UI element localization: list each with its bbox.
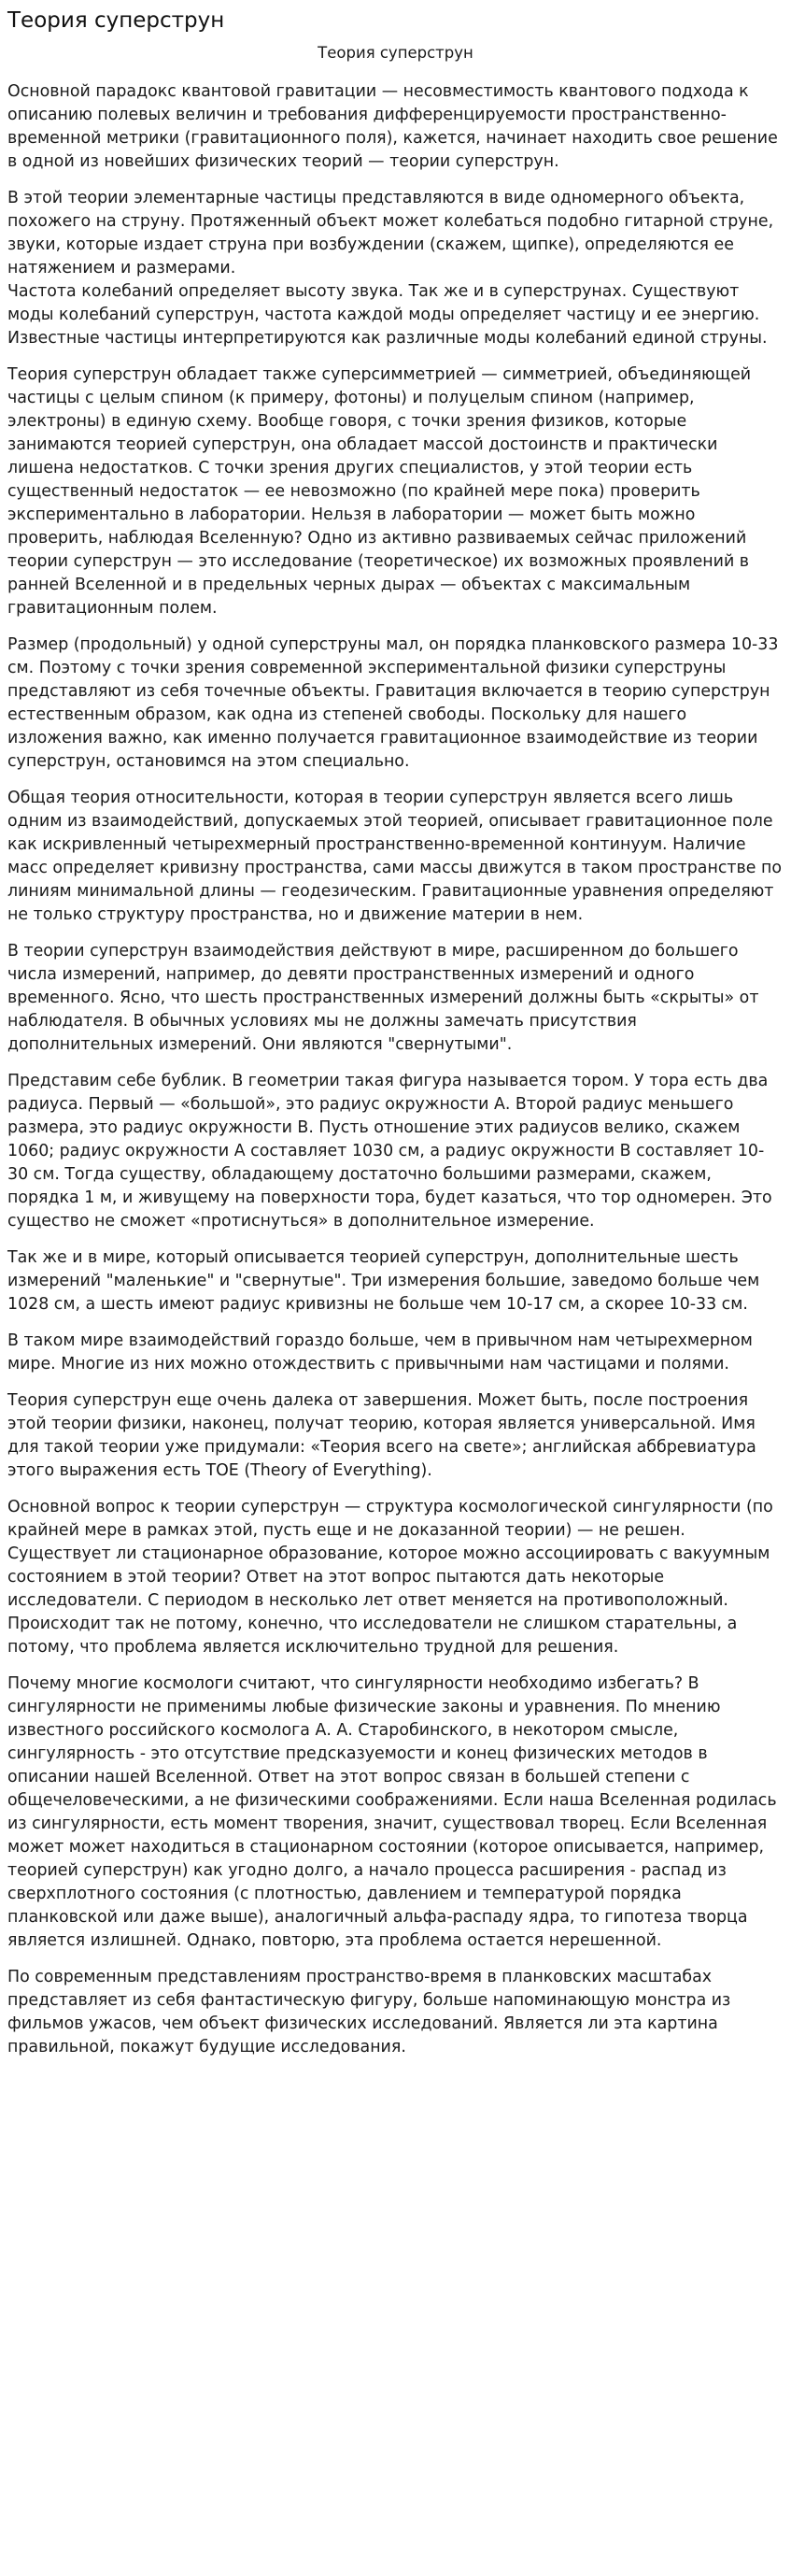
paragraph: Представим себе бублик. В геометрии такая фигура называется тором. У тора есть два радиуса. Первый — «большой», это радиус окружности А. Второй радиус меньшего размера, это радиус окружности В. Пусть отношение этих радиусов велико, скажем 1060; радиус окружности А составляет 1030 см, а радиус окружности В составляет 10-30 см. Тогда существу, обладающему достаточно большими размерами, скажем, порядка 1 м, и живущему на поверхности тора, будет казаться, что тор одномерен. Это существо не сможет «протиснуться» в дополнительное измерение. [7, 1072, 772, 1231]
page-title: Теория суперструн [7, 8, 225, 33]
paragraph: Размер (продольный) у одной суперструны мал, он порядка планковского размера 10-33 см. Поэтому с точки зрения современной экспериментальной физики суперструны представляют из себя точечные объекты. Гравитация включается в теорию суперструн естественным образом, как одна из степеней свободы. Поскольку для нашего изложения важно, как именно получается гравитационное взаимодействие из теории суперструн, остановимся на этом специально. [7, 635, 779, 771]
paragraph: Так же и в мире, который описывается теорией суперструн, дополнительные шесть измерений "маленькие" и "свернутые". Три измерения большие, заведомо больше чем 1028 см, а шесть имеют радиус кривизны не больше чем 10-17 см, а скорее 10-33 см. [7, 1248, 760, 1314]
article-body [7, 80, 784, 2059]
paragraph: В теории суперструн взаимодействия действуют в мире, расширенном до большего числа измерений, например, до девяти пространственных измерений и одного временного. Ясно, что шесть пространственных измерений должны быть «скрыты» от наблюдателя. В обычных условиях мы не должны замечать присутствия дополнительных измерений. Они являются "свернутыми". [7, 942, 759, 1054]
paragraph: Почему многие космологи считают, что сингулярности необходимо избегать? В сингулярности не применимы любые физические законы и уравнения. По мнению известного российского космолога А. А. Старобинского, в некотором смысле, сингулярность - это отсутствие предсказуемости и конец физических методов в описании нашей Вселенной. Ответ на этот вопрос связан в большей степени с общечеловеческими, а не физическими соображениями. Если наша Вселенная родилась из сингулярности, есть момент творения, значит, существовал творец. Если Вселенная может может находиться в стационарном состоянии (которое описывается, например, теорией суперструн) как угодно долго, а начало процесса расширения - распад из сверхплотного состояния (с плотностью, давлением и температурой порядка планковской или даже выше), аналогичный альфа-распаду ядра, то гипотеза творца является излишней. Однако, повторю, эта проблема остается нерешенной. [7, 1674, 777, 1950]
paragraph: Общая теория относительности, которая в теории суперструн является всего лишь одним из взаимодействий, допускаемых этой теорией, описывает гравитационное поле как искривленный четырехмерный пространственно-временной континуум. Наличие масс определяет кривизну пространства, сами массы движутся в таком пространстве по линиям минимальной длины — геодезическим. Гравитационные уравнения определяют не только структуру пространства, но и движение материи в нем. [7, 789, 783, 924]
article-subtitle: Теория суперструн [318, 44, 473, 62]
paragraph: По современным представлениям пространство-время в планковских масштабах представляет из себя фантастическую фигуру, больше напоминающую монстра из фильмов ужасов, чем объект физических исследований. Является ли эта картина правильной, покажут будущие исследования. [7, 1968, 731, 2057]
paragraph: Частота колебаний определяет высоту звука. Так же и в суперструнах. Существуют моды колебаний суперструн, частота каждой моды определяет частицу и ее энергию. Известные частицы интерпретируются как различные моды колебаний единой струны. [7, 282, 768, 348]
paragraph: Основной вопрос к теории суперструн — структура космологической сингулярности (по крайней мере в рамках этой, пусть еще и не доказанной теории) — не решен. Существует ли стационарное образование, которое можно ассоциировать с вакуумным состоянием в этой теории? Ответ на этот вопрос пытаются дать некоторые исследователи. С периодом в несколько лет ответ меняется на противоположный. Происходит так не потому, конечно, что исследователи не слишком старательны, а потому, что проблема является исключительно трудной для решения. [7, 1498, 773, 1657]
paragraph: Теория суперструн еще очень далека от завершения. Может быть, после построения этой теории физики, наконец, получат теорию, которая является универсальной. Имя для такой теории уже придумали: «Теория всего на свете»; английская аббревиатура этого выражения есть TOE (Theory of Everything). [7, 1391, 756, 1480]
paragraph: Основной парадокс квантовой гравитации — несовместимость квантового подхода к описанию полевых величин и требования дифференцируемости пространственно-временной метрики (гравитационного поля), кажется, начинает находить свое решение в одной из новейших физических теорий — теории суперструн. [7, 82, 778, 171]
paragraph: Теория суперструн обладает также суперсимметрией — симметрией, объединяющей частицы с целым спином (к примеру, фотоны) и полуцелым спином (например, электроны) в единую схему. Вообще говоря, с точки зрения физиков, которые занимаются теорией суперструн, она обладает массой достоинств и практически лишена недостатков. С точки зрения других специалистов, у этой теории есть существенный недостаток — ее невозможно (по крайней мере пока) проверить экспериментально в лаборатории. Нельзя в лаборатории — может быть можно проверить, наблюдая Вселенную? Одно из активно развиваемых сейчас приложений теории суперструн — это исследование (теоретическое) их возможных проявлений в ранней Вселенной и в предельных черных дырах — объектах с максимальным гравитационным полем. [7, 365, 752, 618]
paragraph: В этой теории элементарные частицы представляются в виде одномерного объекта, похожего на струну. Протяженный объект может колебаться подобно гитарной струне, звуки, которые издает струна при возбуждении (скажем, щипке), определяются ее натяжением и размерами. [7, 189, 774, 278]
paragraph: В таком мире взаимодействий гораздо больше, чем в привычном нам четырехмерном мире. Многие из них можно отождествить с привычными нам частицами и полями. [7, 1331, 753, 1373]
